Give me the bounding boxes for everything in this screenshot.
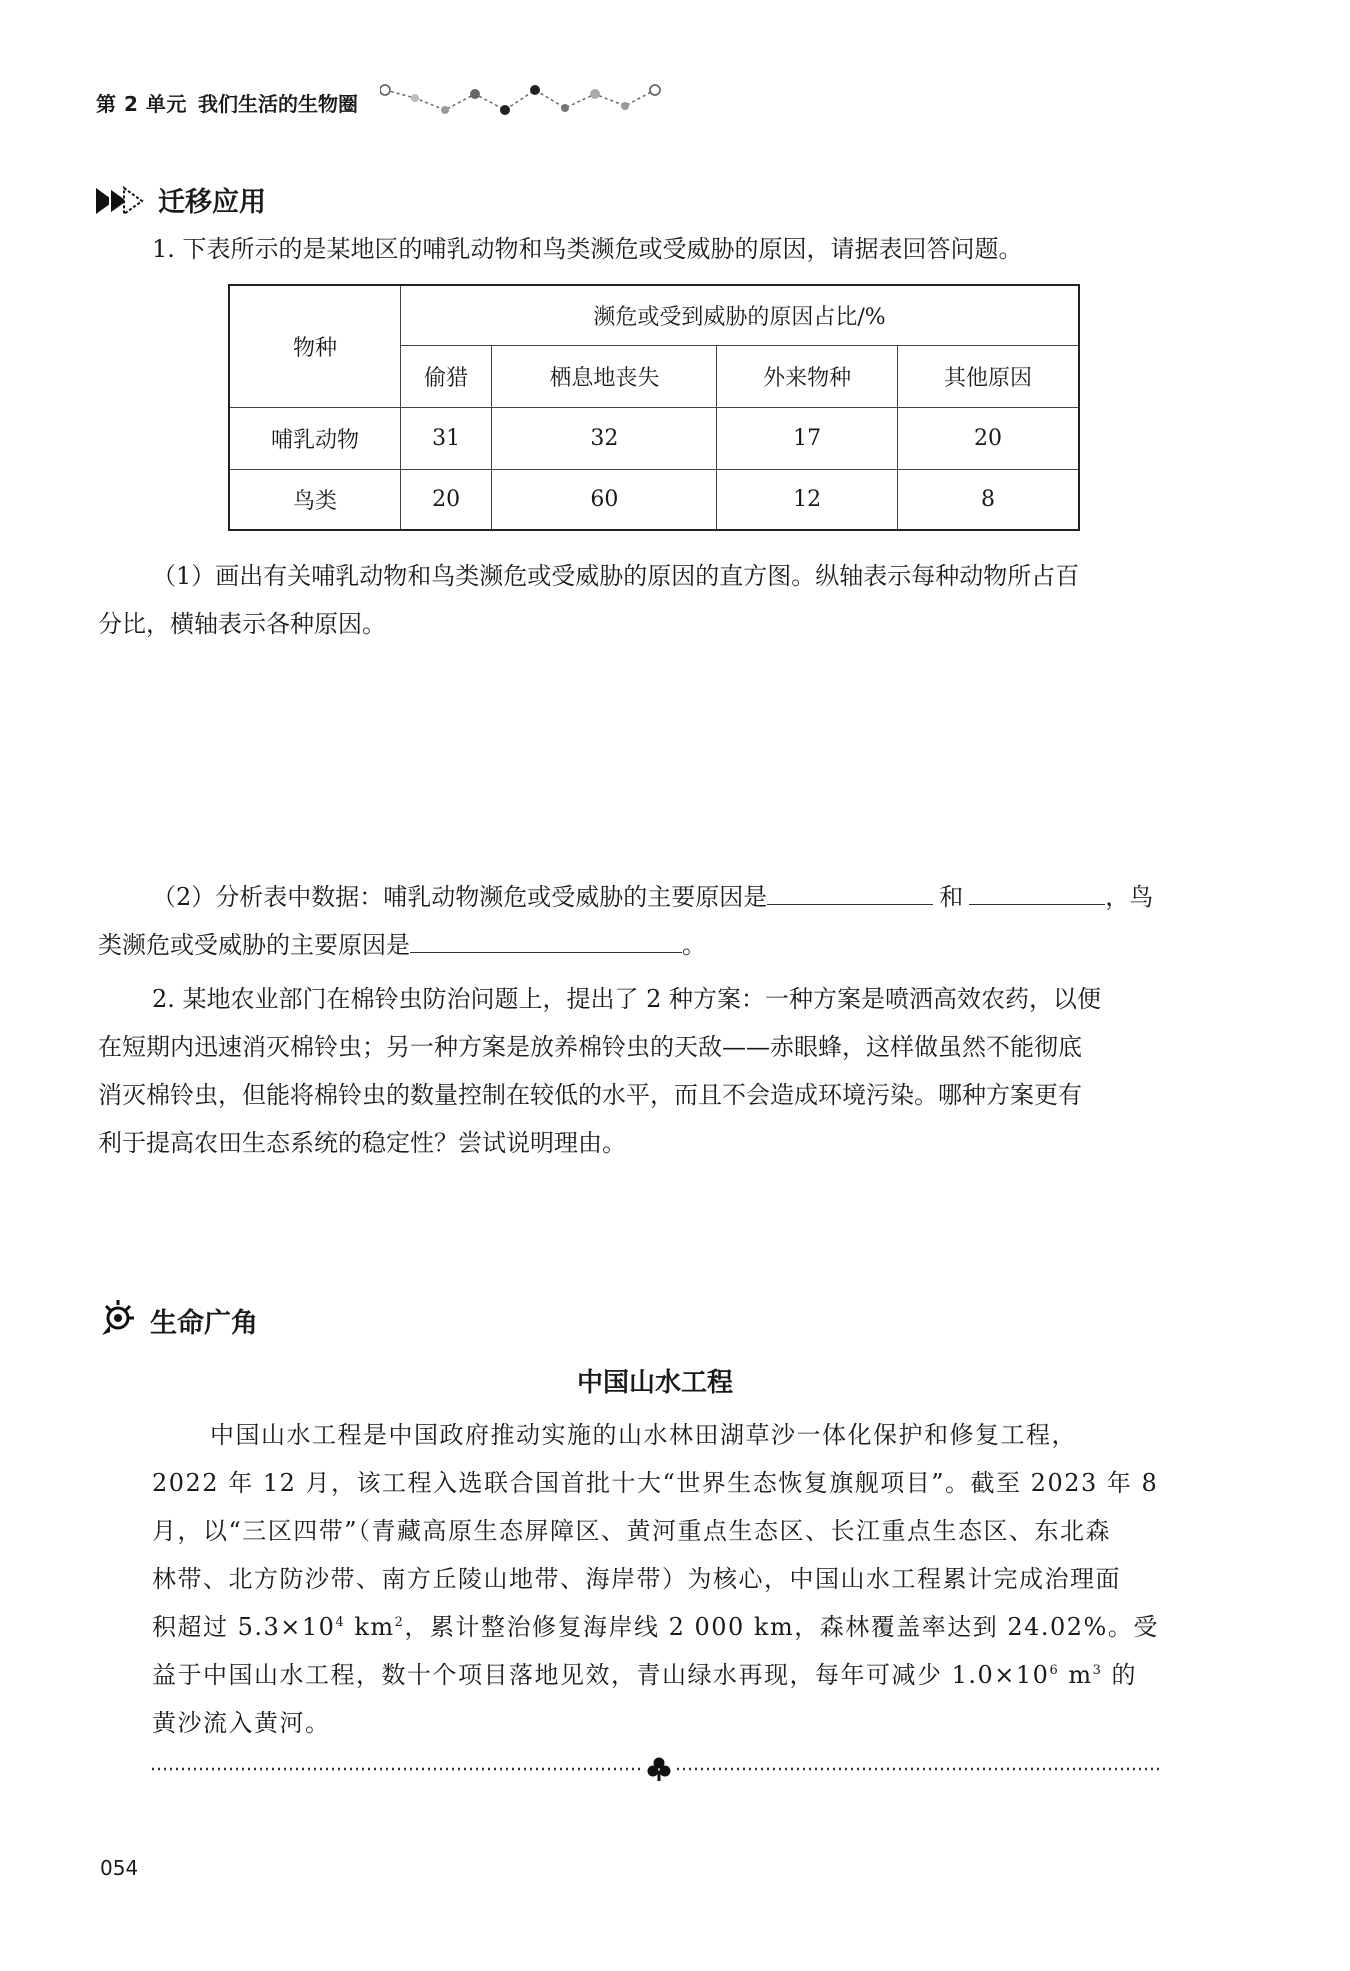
part-2-text-b: 和 [939,883,964,911]
row-species: 鸟类 [229,469,401,530]
table-cell: 31 [401,407,492,469]
club-icon [648,1758,671,1782]
dotted-divider [152,1754,1162,1784]
question-2-line-4: 利于提高农田生态系统的稳定性？尝试说明理由。 [98,1129,626,1157]
row-species: 哺乳动物 [229,407,401,469]
reading-line-6-b: m [1059,1661,1093,1689]
question-1-intro: 1. 下表所示的是某地区的哺乳动物和鸟类濒危或受威胁的原因，请据表回答问题。 [152,235,1023,263]
answer-blank-mammal-cause-2[interactable] [969,878,1105,905]
reading-title: 中国山水工程 [576,1368,733,1398]
question-2-line-2: 在短期内迅速消灭棉铃虫；另一种方案是放养棉铃虫的天敌——赤眼蜂，这样做虽然不能彻底 [98,1033,1082,1061]
lightbulb-icon [96,1298,136,1338]
reading-line-2: 2022 年 12 月，该工程入选联合国首批十大“世界生态恢复旗舰项目”。截至 2023 年 8 [152,1469,1159,1497]
question-1-part-2-line-2 [98,922,706,968]
unit-title: 我们生活的生物圈 [198,92,358,116]
question-1-part-1-line-1: （1）画出有关哺乳动物和鸟类濒危或受威胁的原因的直方图。纵轴表示每种动物所占百 [152,562,1080,590]
table-cell: 60 [492,469,717,530]
table-cell: 32 [492,407,717,469]
question-2-line-1: 2. 某地农业部门在棉铃虫防治问题上，提出了 2 种方案：一种方案是喷洒高效农药，以便 [152,985,1102,1013]
table-row [229,469,1079,530]
cause-header: 偷猎 [401,345,492,407]
reading-line-6 [152,1652,1137,1698]
threat-cause-table [228,284,1080,531]
table-cell: 17 [717,407,898,469]
question-1-part-1-line-2: 分比，横轴表示各种原因。 [98,610,386,638]
section-title-transfer: 迁移应用 [158,187,266,218]
cause-header: 栖息地丧失 [492,345,717,407]
reading-line-5-c: ，累计整治修复海岸线 2 000 km，森林覆盖率达到 24.02%。受 [404,1613,1159,1641]
part-2-text-d: 类濒危或受威胁的主要原因是 [98,931,410,959]
answer-blank-mammal-cause-1[interactable] [767,878,933,905]
table-cell: 20 [401,469,492,530]
part-2-text-a: （2）分析表中数据：哺乳动物濒危或受威胁的主要原因是 [152,883,768,911]
part-2-text-c: ，鸟 [1105,883,1154,911]
reading-line-1: 中国山水工程是中国政府推动实施的山水林田湖草沙一体化保护和修复工程， [210,1421,1077,1449]
reading-line-5-b: km [345,1613,395,1641]
group-header-causes: 濒危或受到威胁的原因占比/% [401,285,1080,345]
table-cell: 20 [897,407,1079,469]
reading-line-5-exp-2: 2 [394,1615,405,1630]
reading-line-7: 黄沙流入黄河。 [152,1709,331,1737]
reading-line-3: 月，以“三区四带”（青藏高原生态屏障区、黄河重点生态区、长江重点生态区、东北森 [152,1517,1112,1545]
cause-header: 其他原因 [897,345,1079,407]
reading-line-5-exp-1: 4 [335,1615,346,1630]
table-cell: 12 [717,469,898,530]
cause-header: 外来物种 [717,345,898,407]
triple-arrow-icon [94,184,148,218]
question-2-line-3: 消灭棉铃虫，但能将棉铃虫的数量控制在较低的水平，而且不会造成环境污染。哪种方案更有 [98,1081,1082,1109]
table-cell: 8 [897,469,1079,530]
col-header-species: 物种 [229,285,401,407]
reading-line-6-exp-2: 3 [1092,1663,1103,1678]
reading-line-4: 林带、北方防沙带、南方丘陵山地带、海岸带）为核心，中国山水工程累计完成治理面 [152,1565,1121,1593]
answer-blank-bird-cause[interactable] [410,926,682,953]
page-number: 054 [100,1856,139,1880]
table-row [229,407,1079,469]
reading-line-6-exp-1: 6 [1049,1663,1060,1678]
reading-line-5 [152,1604,1159,1650]
part-2-text-e: 。 [682,931,706,959]
reading-line-5-a: 积超过 5.3×10 [152,1613,336,1641]
question-1-part-2-line-1 [152,874,1153,920]
header-decoration [380,80,670,120]
reading-line-6-c: 的 [1102,1661,1138,1689]
section-title-life-perspective: 生命广角 [150,1308,258,1339]
reading-line-6-a: 益于中国山水工程，数十个项目落地见效，青山绿水再现，每年可减少 1.0×10 [152,1661,1050,1689]
unit-label: 第 2 单元 [96,92,187,116]
